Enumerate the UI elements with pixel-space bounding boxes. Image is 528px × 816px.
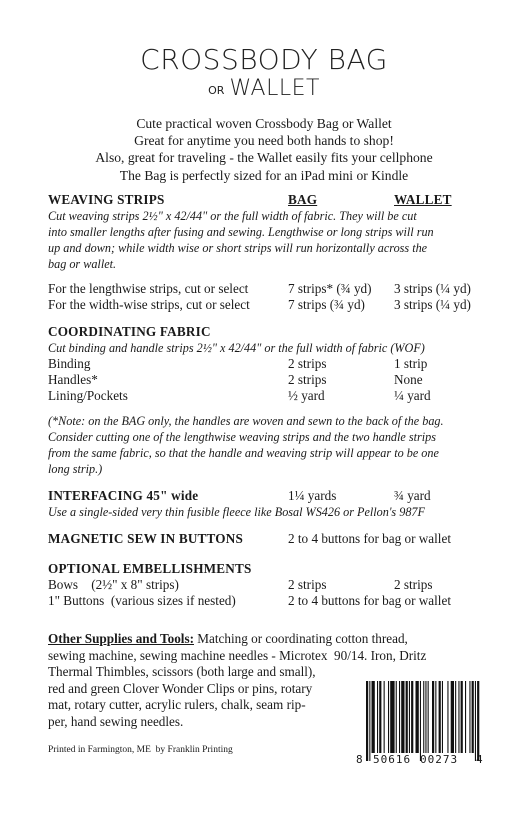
supplies-heading: Other Supplies and Tools: bbox=[48, 631, 194, 646]
weaving-heading: WEAVING STRIPS bbox=[48, 192, 165, 207]
row-bag-value: 7 strips (¾ yd) bbox=[288, 297, 365, 312]
intro-line: Also, great for traveling - the Wallet easily fits your cellphone bbox=[95, 150, 433, 166]
row-label: Handles* bbox=[48, 372, 98, 387]
row-label: Bows (2½" x 8" strips) bbox=[48, 577, 179, 592]
table-row bbox=[48, 388, 488, 404]
barcode-bar bbox=[377, 681, 378, 753]
barcode-digit-right: 4 bbox=[476, 753, 483, 766]
barcode-bar bbox=[411, 681, 413, 753]
barcode-bar bbox=[477, 681, 479, 761]
row-label: Binding bbox=[48, 356, 91, 371]
barcode-bar bbox=[416, 681, 419, 753]
note-line: Cut binding and handle strips 2½" x 42/44" or the full width of fabric (WOF) bbox=[48, 341, 425, 355]
barcode-bar bbox=[432, 681, 434, 753]
upc-barcode bbox=[356, 681, 484, 769]
intro-text bbox=[0, 115, 528, 184]
intro-line: Cute practical woven Crossbody Bag or Wallet bbox=[136, 116, 392, 131]
interfacing-heading: INTERFACING 45" wide bbox=[48, 488, 199, 503]
magnetic-row bbox=[48, 531, 488, 547]
barcode-bar bbox=[399, 681, 400, 753]
barcode-bar bbox=[465, 681, 466, 753]
barcode-bar bbox=[420, 681, 421, 761]
supplies-line: red and green Clover Wonder Clips or pins, rotary bbox=[48, 680, 313, 696]
barcode-bar bbox=[428, 681, 429, 753]
barcode-bar bbox=[455, 681, 456, 753]
supplies-line bbox=[48, 631, 488, 648]
barcode-bar bbox=[442, 681, 443, 753]
table-row bbox=[48, 372, 488, 388]
note-line: Consider cutting one of the lengthwise weaving strips and the two handle strips bbox=[48, 430, 436, 444]
col-wallet-heading: WALLET bbox=[394, 192, 452, 207]
note-line: into smaller lengths after fusing and sewing. Lengthwise or long strips will run bbox=[48, 225, 434, 239]
row-bag-value: 1¼ yards bbox=[288, 488, 337, 503]
materials-list bbox=[48, 192, 488, 609]
row-wallet-value: ¼ yard bbox=[394, 388, 431, 403]
row-wallet-value: ¾ yard bbox=[394, 488, 431, 503]
row-bag-value: 2 strips bbox=[288, 577, 327, 592]
subtitle-wallet: WALLET bbox=[229, 76, 320, 101]
note-line: Use a single-sided very thin fusible fleece like Bosal WS426 or Pellon's 987F bbox=[48, 505, 425, 519]
interfacing-row bbox=[48, 488, 488, 504]
row-bag-value: 7 strips* (¾ yd) bbox=[288, 281, 372, 296]
barcode-group-2: 00273 bbox=[420, 753, 459, 766]
barcode-bar bbox=[475, 681, 476, 761]
note-line: from the same fabric, so that the handle and weaving strip will appear to be one bbox=[48, 446, 439, 460]
barcode-bar bbox=[423, 681, 424, 753]
intro-line: Great for anytime you need both hands to shop! bbox=[134, 133, 394, 149]
row-label: 1" Buttons (various sizes if nested) bbox=[48, 593, 236, 608]
barcode-bar bbox=[409, 681, 410, 753]
coordinating-header-row bbox=[48, 324, 488, 340]
barcode-bar bbox=[447, 681, 448, 753]
barcode-bar bbox=[390, 681, 394, 753]
barcode-bar bbox=[384, 681, 385, 753]
barcode-bar bbox=[388, 681, 389, 753]
table-row bbox=[48, 297, 488, 313]
note-line: long strip.) bbox=[48, 462, 103, 476]
barcode-digit-left: 8 bbox=[356, 753, 363, 766]
note-line: bag or wallet. bbox=[48, 257, 117, 271]
row-bag-value: 2 strips bbox=[288, 356, 327, 371]
supplies-line: sewing machine, sewing machine needles - Microtex 90/14. Iron, Dritz bbox=[48, 647, 427, 663]
barcode-bar bbox=[401, 681, 404, 753]
barcode-bar bbox=[372, 681, 375, 753]
row-span-value: 2 to 4 buttons for bag or wallet bbox=[288, 593, 451, 608]
supplies-text: Matching or coordinating cotton thread, bbox=[193, 631, 408, 646]
table-row bbox=[48, 356, 488, 372]
row-wallet-value: 3 strips (¼ yd) bbox=[394, 297, 471, 312]
barcode-bars bbox=[356, 681, 484, 761]
table-row bbox=[48, 281, 488, 297]
barcode-bar bbox=[472, 681, 474, 753]
intro-line: The Bag is perfectly sized for an iPad mini or Kindle bbox=[119, 167, 409, 183]
row-wallet-value: 2 strips bbox=[394, 577, 433, 592]
supplies-line: mat, rotary cutter, acrylic rulers, chalk, seam rip- bbox=[48, 697, 306, 713]
barcode-bar bbox=[461, 681, 463, 753]
barcode-digits bbox=[356, 753, 484, 769]
barcode-bar bbox=[435, 681, 436, 753]
row-label: For the width-wise strips, cut or select bbox=[48, 297, 250, 312]
barcode-bar bbox=[439, 681, 441, 753]
row-wallet-value: None bbox=[394, 372, 423, 387]
row-wallet-value: 1 strip bbox=[394, 356, 428, 371]
subtitle-or: OR bbox=[208, 84, 225, 97]
col-bag-heading: BAG bbox=[288, 192, 318, 207]
page-title: CROSSBODY BAG bbox=[140, 43, 388, 76]
barcode-bar bbox=[458, 681, 459, 753]
weaving-header-row bbox=[48, 192, 488, 208]
supplies-line: Thermal Thimbles, scissors (both large and small), bbox=[48, 664, 316, 680]
row-wallet-value: 3 strips (¼ yd) bbox=[394, 281, 471, 296]
coordinating-heading: COORDINATING FABRIC bbox=[48, 324, 211, 339]
magnetic-heading: MAGNETIC SEW IN BUTTONS bbox=[48, 531, 244, 546]
magnetic-value: 2 to 4 buttons for bag or wallet bbox=[288, 531, 451, 546]
row-bag-value: ½ yard bbox=[288, 388, 325, 403]
interfacing-note bbox=[48, 504, 488, 520]
barcode-bar bbox=[425, 681, 426, 753]
row-label: Lining/Pockets bbox=[48, 388, 128, 403]
embellishments-heading: OPTIONAL EMBELLISHMENTS bbox=[48, 561, 252, 576]
note-line: up and down; while width wise or short strips will run horizontally across the bbox=[48, 241, 428, 255]
barcode-bar bbox=[366, 681, 368, 761]
table-row bbox=[48, 577, 488, 593]
page-subtitle bbox=[0, 77, 528, 103]
note-line: Cut weaving strips 2½" x 42/44" or the full width of fabric. They will be cut bbox=[48, 209, 417, 223]
row-label: For the lengthwise strips, cut or select bbox=[48, 281, 249, 296]
embellishments-header-row bbox=[48, 561, 488, 577]
table-row bbox=[48, 593, 488, 609]
barcode-bar bbox=[406, 681, 408, 753]
note-line: (*Note: on the BAG only, the handles are woven and sewn to the back of the bag. bbox=[48, 414, 444, 428]
barcode-group-1: 50616 bbox=[373, 753, 412, 766]
barcode-bar bbox=[451, 681, 454, 753]
barcode-bar bbox=[369, 681, 370, 761]
weaving-note bbox=[48, 208, 488, 272]
printer-credit: Printed in Farmington, ME by Franklin Printing bbox=[48, 745, 233, 755]
row-bag-value: 2 strips bbox=[288, 372, 327, 387]
barcode-bar bbox=[396, 681, 397, 753]
coordinating-note bbox=[48, 340, 488, 356]
handles-footnote bbox=[48, 413, 488, 477]
barcode-bar bbox=[469, 681, 470, 753]
supplies-line: per, hand sewing needles. bbox=[48, 713, 184, 729]
barcode-bar bbox=[379, 681, 381, 753]
